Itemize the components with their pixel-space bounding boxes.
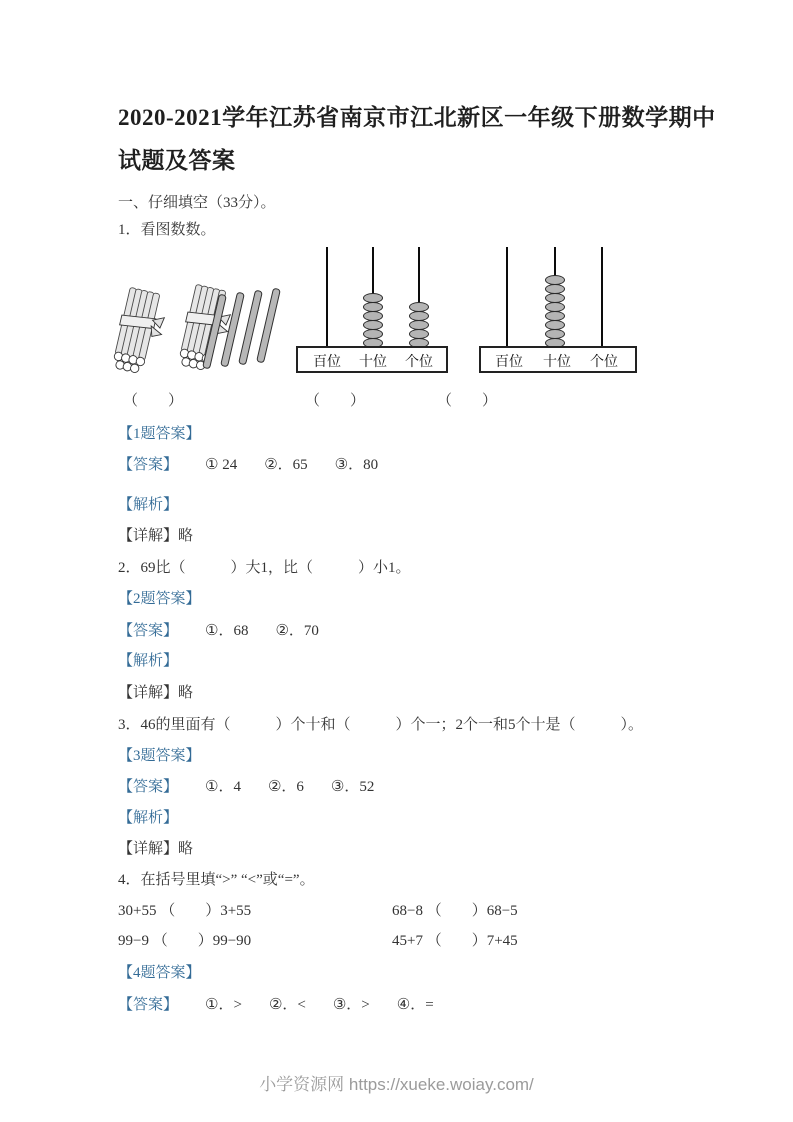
comparison-row2-right: 45+7 （ ）7+45 xyxy=(392,933,518,949)
answer-item: ②．6 xyxy=(267,779,304,795)
detail-text: 【详解】略 xyxy=(118,841,194,857)
answer-3-header: 【3题答案】 xyxy=(118,748,201,764)
abacus-label-hundreds: 百位 xyxy=(313,355,341,370)
answer-4-row xyxy=(118,996,434,1015)
abacus-rod-ones xyxy=(601,247,603,347)
answer-item: ③．> xyxy=(332,997,370,1013)
answer-3-row xyxy=(118,778,374,797)
abacus-1 xyxy=(296,247,448,373)
answer-2-row xyxy=(118,622,319,641)
answer-4-header: 【4题答案】 xyxy=(118,965,201,981)
answer-label: 【答案】 xyxy=(118,997,179,1013)
document-title-line2: 试题及答案 xyxy=(118,148,236,173)
answer-item: ①．68 xyxy=(205,623,249,639)
footer-site-text: 小学资源网 https://xueke.woiay.com/ xyxy=(259,1075,534,1094)
comparison-row1-right: 68−8 （ ）68−5 xyxy=(392,903,518,919)
question-1-text: 1．看图数数。 xyxy=(118,222,216,238)
question-4-text: 4．在括号里填“>” “<”或“=”。 xyxy=(118,872,315,888)
abacus-bead-column-ones xyxy=(409,303,429,348)
answer-item: ①．> xyxy=(205,997,242,1013)
abacus-2 xyxy=(479,247,637,373)
analysis-label: 【解析】 xyxy=(118,653,179,669)
answer-item: ③．80 xyxy=(334,457,379,473)
document-title-line1: 2020-2021学年江苏省南京市江北新区一年级下册数学期中 xyxy=(118,105,716,130)
abacus-label-ones: 个位 xyxy=(405,355,433,370)
abacus-frame xyxy=(296,346,448,373)
detail-text: 【详解】略 xyxy=(118,685,194,701)
abacus-label-tens: 十位 xyxy=(359,355,387,370)
analysis-label: 【解析】 xyxy=(118,810,179,826)
abacus-label-tens: 十位 xyxy=(543,355,571,370)
answer-item: ① 24 xyxy=(205,457,238,473)
answer-item: ④．= xyxy=(396,997,434,1013)
abacus-bead-column-tens xyxy=(363,294,383,348)
answer-label: 【答案】 xyxy=(118,457,179,473)
comparison-row2-left: 99−9 （ ）99−90 xyxy=(118,933,252,949)
answer-item: ①．4 xyxy=(205,779,241,795)
detail-text: 【详解】略 xyxy=(118,528,194,544)
abacus-rod-hundreds xyxy=(326,247,328,347)
answer-item: ③．52 xyxy=(330,779,375,795)
analysis-label: 【解析】 xyxy=(118,497,179,513)
abacus-label-ones: 个位 xyxy=(590,355,618,370)
answer-2-header: 【2题答案】 xyxy=(118,591,201,607)
answer-item: ②．65 xyxy=(264,457,308,473)
answer-1-row xyxy=(118,456,378,475)
blank-parens-3: （ ） xyxy=(437,393,498,409)
stick-bundles-image xyxy=(110,284,288,382)
section-heading: 一、仔细填空（33分）。 xyxy=(118,195,276,211)
answer-label: 【答案】 xyxy=(118,779,179,795)
question-2-text: 2．69比（ ）大1，比（ ）小1。 xyxy=(118,560,411,576)
abacus-bead-column-tens xyxy=(545,276,565,348)
abacus-label-hundreds: 百位 xyxy=(495,355,523,370)
answer-label: 【答案】 xyxy=(118,623,179,639)
abacus-frame xyxy=(479,346,637,373)
answer-item: ②．< xyxy=(268,997,306,1013)
blank-parens-1: （ ） xyxy=(123,393,184,409)
blank-parens-2: （ ） xyxy=(305,393,366,409)
answer-item: ②．70 xyxy=(275,623,319,639)
comparison-row1-left: 30+55 （ ）3+55 xyxy=(118,903,252,919)
answer-1-header: 【1题答案】 xyxy=(118,426,201,442)
abacus-rod-hundreds xyxy=(506,247,508,347)
question-3-text: 3．46的里面有（ ）个十和（ ）个一；2个一和5个十是（ ）。 xyxy=(118,717,644,733)
